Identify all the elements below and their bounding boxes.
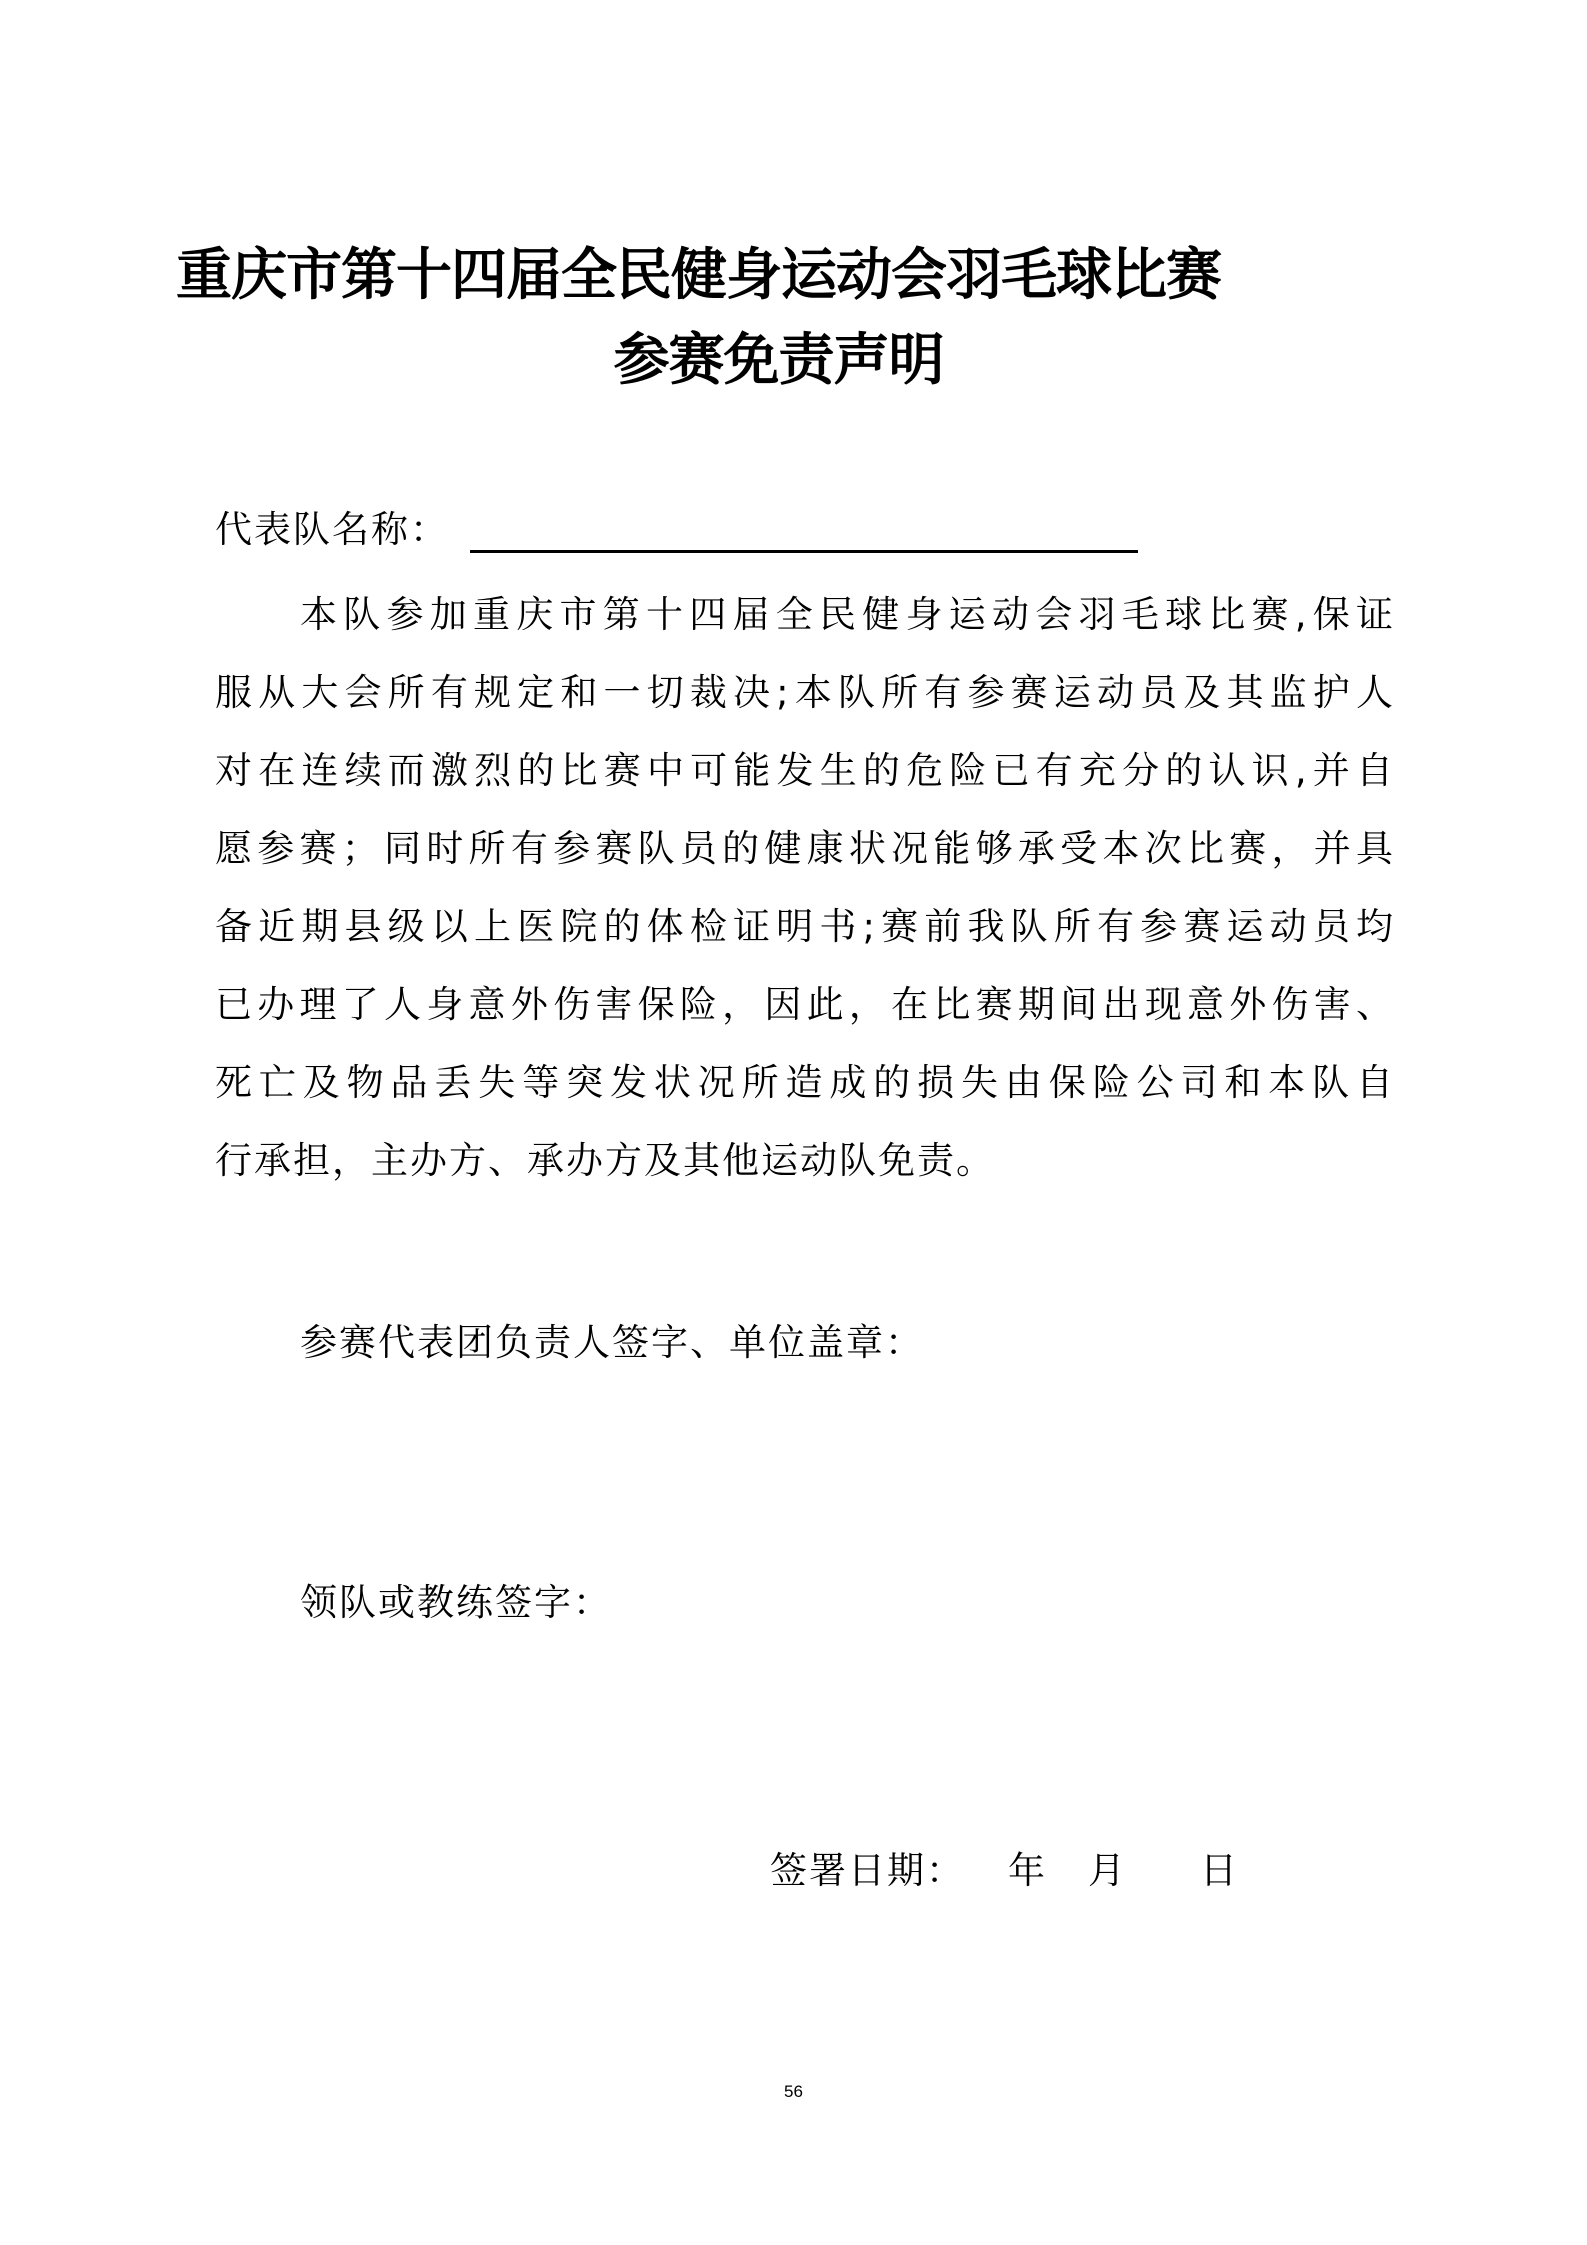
signing-date-label: 签署日期： [770,1849,965,1892]
delegation-head-signature-label: 参赛代表团负责人签字、单位盖章： [300,1321,924,1364]
leader-coach-signature-label: 领队或教练签字： [300,1581,612,1624]
body-line-7: 死亡及物品丢失等突发状况所造成的损失由保险公司和本队自 [215,1061,1395,1104]
body-line-3: 对在连续而激烈的比赛中可能发生的危险已有充分的认识,并自 [215,749,1395,792]
date-day-label: 日 [1200,1849,1237,1892]
document-title-line2: 参赛免责声明 [613,327,944,393]
body-line-1: 本队参加重庆市第十四届全民健身运动会羽毛球比赛,保证 [300,593,1395,636]
document-title-line1: 重庆市第十四届全民健身运动会羽毛球比赛 [176,242,1221,308]
team-name-field[interactable] [470,550,1138,553]
body-line-8: 行承担，主办方、承办方及其他运动队免责。 [215,1139,995,1182]
body-line-5: 备近期县级以上医院的体检证明书;赛前我队所有参赛运动员均 [215,905,1395,948]
date-month-label: 月 [1088,1849,1125,1892]
body-line-2: 服从大会所有规定和一切裁决;本队所有参赛运动员及其监护人 [215,671,1395,714]
page-number: 56 [784,2082,803,2101]
body-line-6: 已办理了人身意外伤害保险，因此，在比赛期间出现意外伤害、 [215,983,1395,1026]
date-year-label: 年 [1008,1849,1045,1892]
team-name-label: 代表队名称： [215,508,449,551]
body-line-4: 愿参赛；同时所有参赛队员的健康状况能够承受本次比赛，并具 [215,827,1395,870]
